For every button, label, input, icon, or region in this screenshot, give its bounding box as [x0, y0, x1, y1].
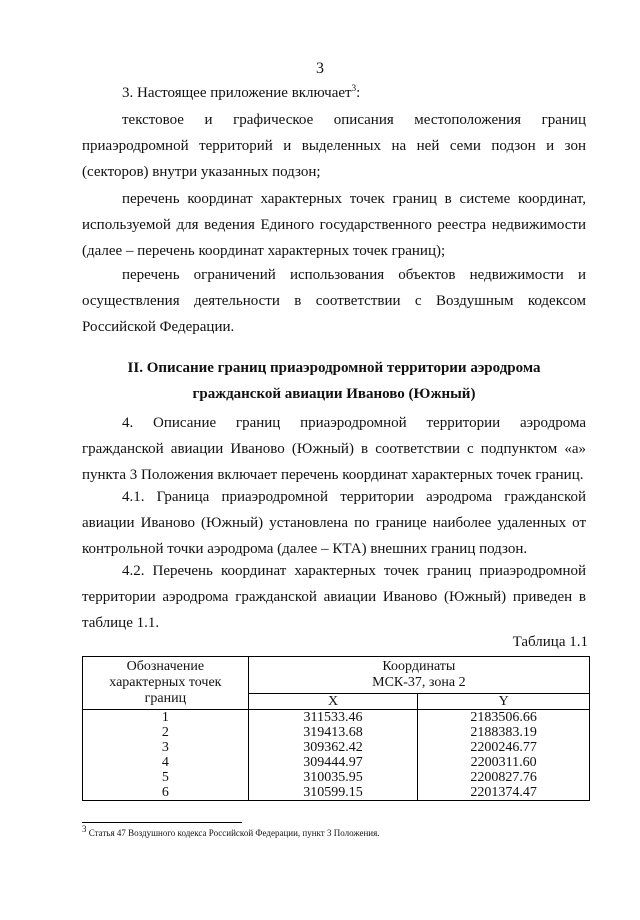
table-row — [83, 770, 590, 785]
x-cell: 311533.46 — [248, 710, 418, 726]
paragraph-4: 4. Описание границ приаэродромной территории аэродрома гражданской авиации Иваново (Южный) в соответствии с подпунктом «а» пункта 3 Положения включает перечень координат характерных точек границ. — [82, 415, 586, 483]
coordinate-system-label: МСК-37, зона 2 — [372, 675, 466, 690]
footnote-separator — [82, 822, 242, 823]
table-row — [83, 710, 590, 726]
y-cell: 2201374.47 — [418, 785, 590, 801]
table-caption: Таблица 1.1 — [512, 634, 588, 650]
table-row — [83, 755, 590, 770]
x-cell: 309362.42 — [248, 740, 418, 755]
page-number: 3 — [316, 60, 324, 77]
footnote-text: Статья 47 Воздушного кодекса Российской Федерации, пункт 3 Положения. — [88, 828, 380, 838]
paragraph-3-colon: : — [356, 85, 361, 101]
paragraph-3-text: 3. Настоящее приложение включает — [122, 85, 352, 101]
section-heading-line-2: гражданской авиации Иваново (Южный) — [192, 386, 476, 402]
table-header-row — [83, 657, 590, 694]
paragraph-4-2: 4.2. Перечень координат характерных точек границ приаэродромной территории аэродрома гражданской авиации Иваново (Южный) приведен в таблице 1.1. — [82, 563, 586, 631]
table-row — [83, 740, 590, 755]
footnote-mark: 3 — [82, 824, 87, 834]
point-cell: 3 — [83, 740, 249, 755]
footnote — [82, 824, 380, 838]
section-heading — [82, 355, 586, 407]
coordinates-header — [248, 657, 589, 694]
table-row — [83, 725, 590, 740]
paragraph-text-description: текстовое и графическое описания местоположения границ приаэродромной территорий и выделенных на ней семи подзон и зон (секторов) внутри указанных подзон; — [82, 112, 586, 180]
point-cell: 5 — [83, 770, 249, 785]
points-column-header: Обозначение характерных точек границ — [83, 657, 249, 710]
y-cell: 2200311.60 — [418, 755, 590, 770]
coordinates-table — [82, 656, 590, 801]
y-cell: 2200246.77 — [418, 740, 590, 755]
point-cell: 2 — [83, 725, 249, 740]
x-column-header: X — [248, 694, 418, 710]
footnote-reference: 3 — [351, 83, 357, 93]
point-cell: 1 — [83, 710, 249, 726]
paragraph-restrictions-list: перечень ограничений использования объектов недвижимости и осуществления деятельности в соответствии с Воздушным кодексом Российской Федерации. — [82, 267, 586, 335]
paragraph-coordinates-list: перечень координат характерных точек границ в системе координат, используемой для ведения Единого государственного реестра недвижимости (далее – перечень координат характерных точек границ); — [82, 191, 586, 259]
paragraph-4-1: 4.1. Граница приаэродромной территории аэродрома гражданской авиации Иваново (Южный) установлена по границе наиболее удаленных от контрольной точки аэродрома (далее – КТА) внешних границ подзон. — [82, 489, 586, 557]
section-heading-line-1: II. Описание границ приаэродромной территории аэродрома — [127, 360, 541, 376]
coordinates-header-title: Координаты — [382, 659, 456, 674]
paragraph-3 — [82, 80, 586, 106]
y-cell: 2183506.66 — [418, 710, 590, 726]
y-column-header: Y — [418, 694, 590, 710]
point-cell: 6 — [83, 785, 249, 801]
x-cell: 309444.97 — [248, 755, 418, 770]
y-cell: 2200827.76 — [418, 770, 590, 785]
point-cell: 4 — [83, 755, 249, 770]
x-cell: 310599.15 — [248, 785, 418, 801]
x-cell: 310035.95 — [248, 770, 418, 785]
table-row — [83, 785, 590, 801]
x-cell: 319413.68 — [248, 725, 418, 740]
y-cell: 2188383.19 — [418, 725, 590, 740]
